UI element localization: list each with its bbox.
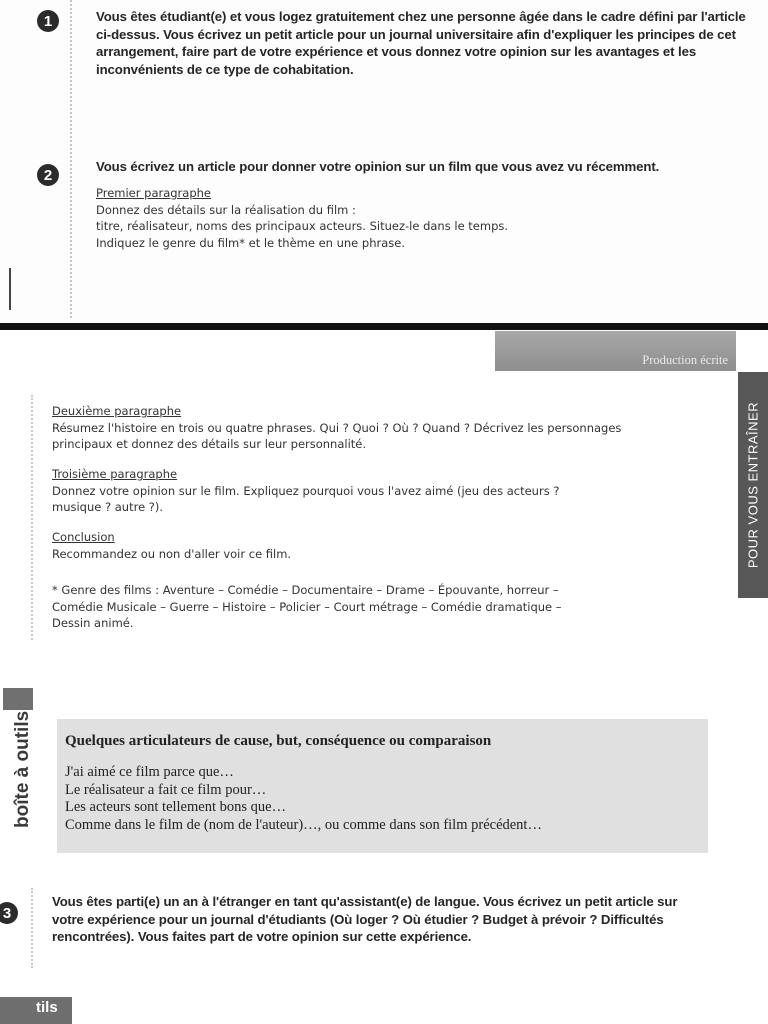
toolbox-box [57,719,708,853]
paragraph-2-line: Résumez l'histoire en trois ou quatre phrases. Qui ? Quoi ? Où ? Quand ? Décrivez les personnages [52,420,622,435]
exercise-1-number: 1 [37,10,59,32]
exercise-1-text: Vous êtes étudiant(e) et vous logez gratuitement chez une personne âgée dans le cadre défini par l'article ci-dessus. Vous écrivez un petit article pour un journal universitaire afin d'expliquer les principes de cet arrangement, faire part de votre expérience et vous donnez votre opinion sur les avantages et les inconvénients de ce type de cohabitation. [96,9,746,77]
exercise-2-number: 2 [37,164,59,186]
toolbox-lines [65,764,542,834]
conclusion-block [52,529,732,562]
exercise-3-text: Vous êtes parti(e) un an à l'étranger en tant qu'assistant(e) de langue. Vous écrivez un petit article sur votre expérience pour un journal d'étudiants (Où loger ? Où étudier ? Budget à prévoir ? Difficultés rencontrées). Vous faites part de votre opinion sur cette expérience. [52,894,678,944]
conclusion-line: Recommandez ou non d'aller voir ce film. [52,546,292,561]
toolbox-line: J'ai aimé ce film parce que… [65,764,234,780]
toolbox-line: Comme dans le film de (nom de l'auteur)…, ou comme dans son film précédent… [65,816,542,833]
paragraph-1-block [96,185,736,251]
side-tab-label: POUR VOUS ENTRAÎNER [745,401,761,569]
top-page [0,0,768,326]
paragraph-1-heading: Premier paragraphe [96,186,211,200]
paragraph-2-line: principaux et donnez des détails sur leur personnalité. [52,437,367,451]
exercise-3-number: 3 [0,902,18,924]
footnote-line: Comédie Musicale – Guerre – Histoire – Policier – Court métrage – Comédie dramatique – [52,599,562,614]
footnote-line: Dessin animé. [52,616,134,630]
paragraph-2-block [52,403,732,453]
paragraph-3-heading: Troisième paragraphe [52,467,178,481]
margin-dotted-line-3 [31,888,33,968]
exercise-2-title: Vous écrivez un article pour donner votre opinion sur un film que vous avez vu récemment. [96,159,660,174]
bottom-toolbox-fragment-label: tils [36,999,58,1016]
genre-footnote [52,582,732,632]
bottom-toolbox-fragment [0,997,72,1024]
margin-dotted-line-2 [31,395,33,640]
toolbox-line: Le réalisateur a fait ce film pour… [65,781,267,798]
side-tab [738,372,768,598]
paragraph-3-line: musique ? autre ?). [52,500,164,514]
paragraph-1-line: Donnez des détails sur la réalisation du film : [96,202,356,217]
paragraph-3-block [52,466,732,516]
footnote-line: * Genre des films : Aventure – Comédie – Documentaire – Drame – Épouvante, horreur – [52,583,559,597]
header-band-label: Production écrite [642,353,728,367]
toolbox-line: Les acteurs sont tellement bons que… [65,799,287,815]
margin-bar [9,268,11,310]
paragraph-2-heading: Deuxième paragraphe [52,404,182,418]
page-divider [0,323,768,330]
header-band [495,331,736,371]
paragraph-3-line: Donnez votre opinion sur le film. Expliquez pourquoi vous l'avez aimé (jeu des acteurs ? [52,483,560,498]
conclusion-heading: Conclusion [52,530,115,544]
toolbox-side-label-text: boîte à outils [12,710,33,828]
toolbox-title: Quelques articulateurs de cause, but, conséquence ou comparaison [65,733,492,749]
paragraph-1-line: titre, réalisateur, noms des principaux acteurs. Situez-le dans le temps. [96,219,509,233]
paragraph-1-line: Indiquez le genre du film* et le thème en une phrase. [96,235,406,250]
margin-dotted-line [70,0,72,318]
